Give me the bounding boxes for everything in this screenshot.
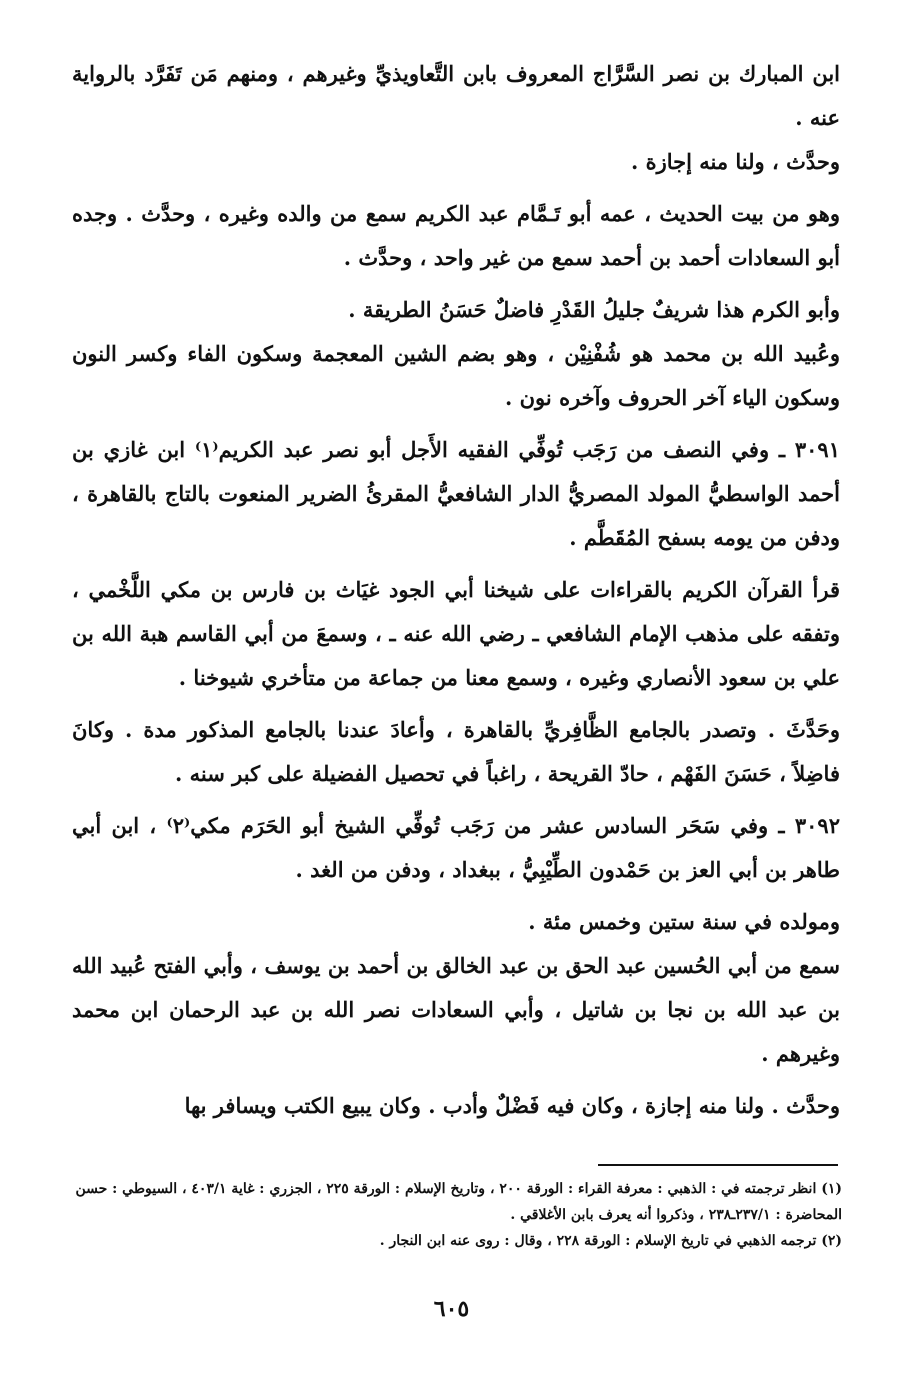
footnotes — [72, 1176, 842, 1254]
paragraph-3: وهو من بيت الحديث ، عمه أبو تَـمَّام عبد الكريم سمع من والده وغيره ، وحدَّث . وجده أبو السعادات أحمد بن أحمد سمع من غير واحد ، وحدَّث . — [72, 201, 840, 270]
entry-3091: ٣٠٩١ ـ وفي النصف من رَجَب تُوفِّي الفقيه الأَجل أبو نصر عبد الكريم⁽١⁾ ابن غازي بن أحمد الواسطيُّ المولد المصريُّ الدار الشافعيُّ المقرئُ الضرير المنعوت بالتاج بالقاهرة ، ودفن من يومه بسفح المُقَطَّم . — [72, 437, 840, 550]
paragraph-2: وحدَّث ، ولنا منه إجازة . — [630, 149, 840, 174]
page-number: ٦٠٥ — [433, 1296, 470, 1322]
footnote-2: (٢) ترجمه الذهبي في تاريخ الإسلام : الورقة ٢٢٨ ، وقال : روى عنه ابن النجار . — [379, 1233, 842, 1249]
paragraph-10: ومولده في سنة ستين وخمس مئة . — [528, 909, 840, 934]
paragraph-12: وحدَّث . ولنا منه إجازة ، وكان فيه فَضْلٌ وأدب . وكان يبيع الكتب ويسافر بها — [184, 1093, 840, 1118]
paragraph-1: ابن المبارك بن نصر السَّرَّاج المعروف بابن التَّعاويذيِّ وغيرهم ، ومنهم مَن تَفَرَّد بالرواية عنه . — [72, 61, 840, 130]
paragraph-4: وأبو الكرم هذا شريفٌ جليلُ القَدْرِ فاضلٌ حَسَنُ الطريقة . — [348, 297, 840, 322]
entry-3092: ٣٠٩٢ ـ وفي سَحَر السادس عشر من رَجَب تُوفِّي الشيخ أبو الحَرَم مكي⁽٢⁾ ، ابن أبي طاهر بن أبي العز بن حَمْدون الطِّيْبِيُّ ، ببغداد ، ودفن من الغد . — [72, 813, 840, 882]
footnote-1: (١) انظر ترجمته في : الذهبي : معرفة القراء : الورقة ٢٠٠ ، وتاريخ الإسلام : الورقة ٢٢٥ ، الجزري : غاية ٤٠٣/١ ، السيوطي : حسن المحاضرة : ٢٣٧/١ـ٢٣٨ ، وذكروا أنه يعرف بابن الأغلاقي . — [75, 1181, 842, 1223]
footnote-divider — [598, 1164, 838, 1166]
paragraph-8: وحَدَّثَ . وتصدر بالجامع الظَّافِريِّ بالقاهرة ، وأعادَ عندنا بالجامع المذكور مدة . وكانَ فاضِلاً ، حَسَنَ الفَهْم ، حادّ القريحة ، راغباً في تحصيل الفضيلة على كبر سنه . — [72, 717, 840, 786]
main-text — [72, 52, 840, 1128]
paragraph-11: سمع من أبي الحُسين عبد الحق بن عبد الخالق بن أحمد بن يوسف ، وأبي الفتح عُبيد الله بن عبد الله بن نجا بن شاتيل ، وأبي السعادات نصر الله بن عبد الرحمان ابن محمد وغيرهم . — [72, 953, 840, 1066]
paragraph-7: قرأ القرآن الكريم بالقراءات على شيخنا أبي الجود غيَاث بن فارس بن مكي اللَّخْمي ، وتفقه على مذهب الإمام الشافعي ـ رضي الله عنه ـ ، وسمعَ من أبي القاسم هبة الله بن علي بن سعود الأنصاري وغيره ، وسمع معنا من جماعة من متأخري شيوخنا . — [72, 577, 840, 690]
paragraph-5: وعُبيد الله بن محمد هو شُفْنِيْن ، وهو بضم الشين المعجمة وسكون الفاء وكسر النون وسكون الياء آخر الحروف وآخره نون . — [72, 341, 840, 410]
